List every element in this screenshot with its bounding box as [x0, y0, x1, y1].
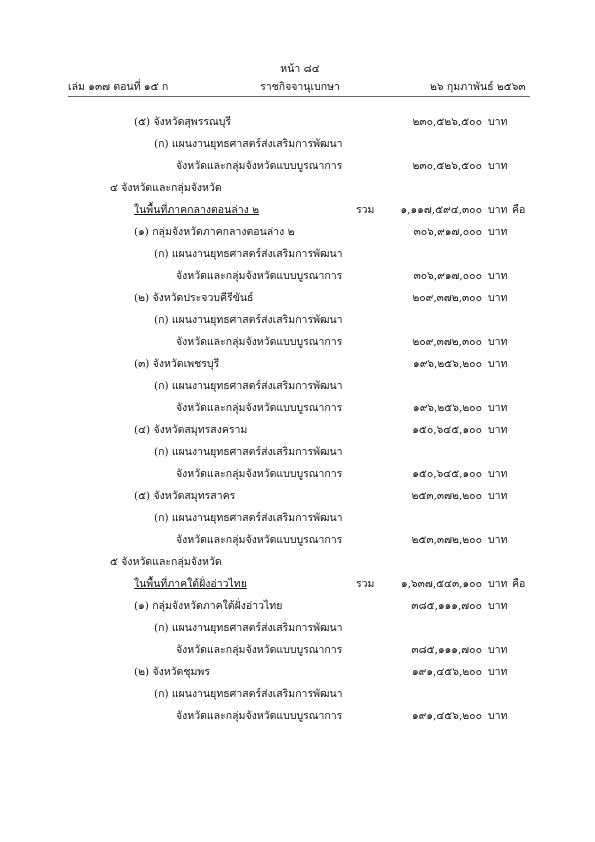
list-item-unit: บาท — [488, 666, 508, 678]
list-item-amount: ๒๕๓,๓๗๒,๒๐๐ — [411, 534, 482, 546]
page-number: หน้า ๘๔ — [280, 63, 320, 75]
list-item-unit: บาท — [488, 468, 508, 480]
list-item-text: จังหวัดและกลุ่มจังหวัดแบบบูรณาการ — [176, 336, 343, 348]
list-item-unit: บาท — [488, 336, 508, 348]
volume-issue: เล่ม ๑๓๗ ตอนที่ ๑๕ ก — [68, 81, 169, 93]
list-item-amount: ๓๐๖,๙๑๗,๐๐๐ — [413, 226, 482, 238]
list-item-text: จังหวัดและกลุ่มจังหวัดแบบบูรณาการ — [176, 270, 343, 282]
list-item-amount: ๒๓๐,๕๒๖,๕๐๐ — [412, 116, 482, 128]
list-item-text: (๒) จังหวัดชุมพร — [134, 666, 210, 678]
list-item-amount: ๑๙๖,๒๕๖,๒๐๐ — [413, 402, 482, 414]
list-item-amount: ๑๙๑,๔๕๖,๒๐๐ — [412, 666, 482, 678]
list-item-amount: ๓๐๖,๙๑๗,๐๐๐ — [413, 270, 482, 282]
list-item-unit: บาท — [488, 270, 508, 282]
list-item-text: (ก) แผนงานยุทธศาสตร์ส่งเสริมการพัฒนา — [154, 380, 343, 392]
list-item-text: (๕) จังหวัดสุพรรณบุรี — [134, 116, 232, 128]
list-item-text: (ก) แผนงานยุทธศาสตร์ส่งเสริมการพัฒนา — [154, 512, 343, 524]
gazette-title: ราชกิจจานุเบกษา — [260, 81, 340, 93]
list-item-unit: บาท — [488, 600, 508, 612]
list-item-unit: บาท — [488, 644, 508, 656]
list-item-unit: บาท — [488, 534, 508, 546]
list-item-text: (ก) แผนงานยุทธศาสตร์ส่งเสริมการพัฒนา — [154, 314, 343, 326]
section-heading: ๕ จังหวัดและกลุ่มจังหวัด — [110, 556, 222, 568]
list-item-text: (๓) จังหวัดเพชรบุรี — [134, 358, 220, 370]
publication-date: ๒๖ กุมภาพันธ์ ๒๕๖๓ — [430, 81, 526, 93]
list-item-text: (ก) แผนงานยุทธศาสตร์ส่งเสริมการพัฒนา — [154, 138, 343, 150]
section-heading: ๔ จังหวัดและกลุ่มจังหวัด — [110, 182, 222, 194]
list-item-unit: บาท — [488, 116, 508, 128]
total-amount: ๑,๑๑๗,๕๙๔,๓๐๐ — [400, 204, 482, 216]
list-item-text: (๕) จังหวัดสมุทรสาคร — [134, 490, 236, 502]
list-item-text: (ก) แผนงานยุทธศาสตร์ส่งเสริมการพัฒนา — [154, 248, 343, 260]
list-item-text: จังหวัดและกลุ่มจังหวัดแบบบูรณาการ — [176, 534, 343, 546]
list-item-text: (๑) กลุ่มจังหวัดภาคใต้ฝั่งอ่าวไทย — [134, 600, 283, 612]
list-item-amount: ๒๐๙,๓๗๒,๓๐๐ — [412, 292, 482, 304]
list-item-amount: ๓๘๕,๑๑๑,๗๐๐ — [411, 644, 482, 656]
list-item-unit: บาท — [488, 402, 508, 414]
list-item-amount: ๒๓๐,๕๒๖,๕๐๐ — [412, 160, 482, 172]
section-subheading: ในพื้นที่ภาคใต้ฝั่งอ่าวไทย — [134, 578, 247, 590]
section-subheading: ในพื้นที่ภาคกลางตอนล่าง ๒ — [134, 204, 260, 216]
list-item-unit: บาท — [488, 358, 508, 370]
list-item-text: (๑) กลุ่มจังหวัดภาคกลางตอนล่าง ๒ — [134, 226, 295, 238]
total-label: รวม — [356, 578, 375, 590]
list-item-amount: ๑๙๖,๒๕๖,๒๐๐ — [413, 358, 482, 370]
list-item-unit: บาท — [488, 226, 508, 238]
list-item-text: (ก) แผนงานยุทธศาสตร์ส่งเสริมการพัฒนา — [154, 688, 343, 700]
list-item-unit: บาท — [488, 160, 508, 172]
header-rule — [68, 96, 530, 97]
total-amount: ๑,๖๓๗,๕๔๓,๑๐๐ — [401, 578, 482, 590]
list-item-suffix: คือ — [512, 578, 526, 590]
list-item-text: จังหวัดและกลุ่มจังหวัดแบบบูรณาการ — [176, 468, 343, 480]
list-item-unit: บาท — [488, 204, 508, 216]
list-item-text: จังหวัดและกลุ่มจังหวัดแบบบูรณาการ — [176, 644, 343, 656]
list-item-amount: ๑๕๐,๖๔๕,๑๐๐ — [412, 468, 482, 480]
list-item-suffix: คือ — [512, 204, 526, 216]
list-item-text: จังหวัดและกลุ่มจังหวัดแบบบูรณาการ — [176, 160, 343, 172]
list-item-unit: บาท — [488, 710, 508, 722]
list-item-text: จังหวัดและกลุ่มจังหวัดแบบบูรณาการ — [176, 402, 343, 414]
list-item-text: (๔) จังหวัดสมุทรสงคราม — [134, 424, 248, 436]
list-item-text: (ก) แผนงานยุทธศาสตร์ส่งเสริมการพัฒนา — [154, 446, 343, 458]
list-item-unit: บาท — [488, 578, 508, 590]
list-item-amount: ๑๙๑,๔๕๖,๒๐๐ — [412, 710, 482, 722]
list-item-unit: บาท — [488, 490, 508, 502]
list-item-amount: ๑๕๐,๖๔๕,๑๐๐ — [412, 424, 482, 436]
list-item-unit: บาท — [488, 292, 508, 304]
list-item-amount: ๓๘๕,๑๑๑,๗๐๐ — [411, 600, 482, 612]
list-item-amount: ๒๕๓,๓๗๒,๒๐๐ — [411, 490, 482, 502]
list-item-text: จังหวัดและกลุ่มจังหวัดแบบบูรณาการ — [176, 710, 343, 722]
list-item-text: (๒) จังหวัดประจวบคีรีขันธ์ — [134, 292, 254, 304]
list-item-amount: ๒๐๙,๓๗๒,๓๐๐ — [412, 336, 482, 348]
total-label: รวม — [356, 204, 375, 216]
list-item-unit: บาท — [488, 424, 508, 436]
list-item-text: (ก) แผนงานยุทธศาสตร์ส่งเสริมการพัฒนา — [154, 622, 343, 634]
